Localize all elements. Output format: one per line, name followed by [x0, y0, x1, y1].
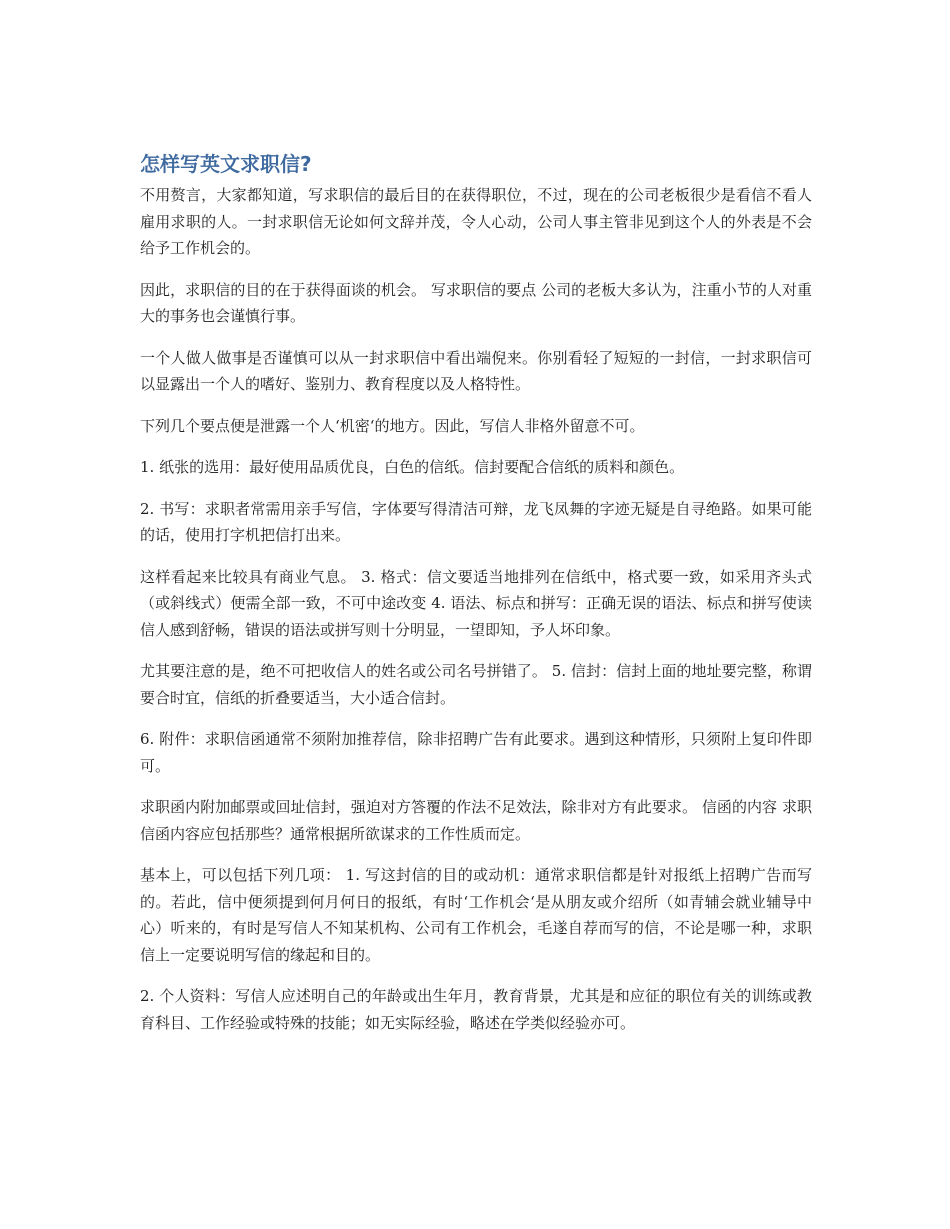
paragraph-8: 尤其要注意的是，绝不可把收信人的姓名或公司名号拼错了。 5. 信封：信封上面的地址要完整，称谓要合时宜，信纸的折叠要适当，大小适合信封。 [140, 662, 812, 707]
paragraph-2: 因此，求职信的目的在于获得面谈的机会。 写求职信的要点 公司的老板大多认为，注重小节的人对重大的事务也会谨慎行事。 [140, 280, 812, 325]
paragraph-5: 1. 纸张的选用：最好使用品质优良，白色的信纸。信封要配合信纸的质料和颜色。 [140, 458, 685, 476]
paragraph-7: 这样看起来比较具有商业气息。 3. 格式：信文要适当地排列在信纸中，格式要一致，如采用齐头式（或斜线式）便需全部一致，不可中途改变 4. 语法、标点和拼写：正确无误的语法、标点和拼写使读信人感到舒畅，错误的语法或拼写则十分明显，一望即知，予人坏印象。 [140, 567, 812, 639]
paragraph-6: 2. 书写：求职者常需用亲手写信，字体要写得清洁可辩，龙飞凤舞的字迹无疑是自寻绝路。如果可能的话，使用打字机把信打出来。 [140, 499, 812, 544]
paragraph-9: 6. 附件：求职信函通常不须附加推荐信，除非招聘广告有此要求。遇到这种情形，只须附上复印件即可。 [140, 730, 812, 775]
paragraph-12: 2. 个人资料：写信人应述明自己的年龄或出生年月，教育背景，尤其是和应征的职位有关的训练或教育科目、工作经验或特殊的技能；如无实际经验，略述在学类似经验亦可。 [140, 987, 812, 1032]
paragraph-1: 不用赘言，大家都知道，写求职信的最后目的在获得职位，不过，现在的公司老板很少是看信不看人雇用求职的人。一封求职信无论如何文辞并茂，令人心动，公司人事主管非见到这个人的外表是不会给予工作机会的。 [140, 186, 812, 257]
paragraph-10: 求职函内附加邮票或回址信封，强迫对方答覆的作法不足效法，除非对方有此要求。 信函的内容 求职信函内容应包括那些？通常根据所欲谋求的工作性质而定。 [140, 798, 812, 843]
paragraph-11: 基本上，可以包括下列几项： 1. 写这封信的目的或动机：通常求职信都是针对报纸上招聘广告而写的。若此，信中便须提到何月何日的报纸，有时‘工作机会‘是从朋友或介绍所（如青辅会就业辅导中心）听来的，有时是写信人不知某机构、公司有工作机会，毛遂自荐而写的信，不论是哪一种，求职信上一定要说明写信的缘起和目的。 [140, 866, 812, 964]
document-page [140, 150, 812, 1051]
document-title: 怎样写英文求职信? [140, 152, 312, 176]
paragraph-4: 下列几个要点便是泄露一个人‘机密‘的地方。因此，写信人非格外留意不可。 [140, 416, 645, 435]
paragraph-3: 一个人做人做事是否谨慎可以从一封求职信中看出端倪来。你别看轻了短短的一封信，一封求职信可以显露出一个人的嗜好、鉴别力、教育程度以及人格特性。 [140, 348, 812, 393]
